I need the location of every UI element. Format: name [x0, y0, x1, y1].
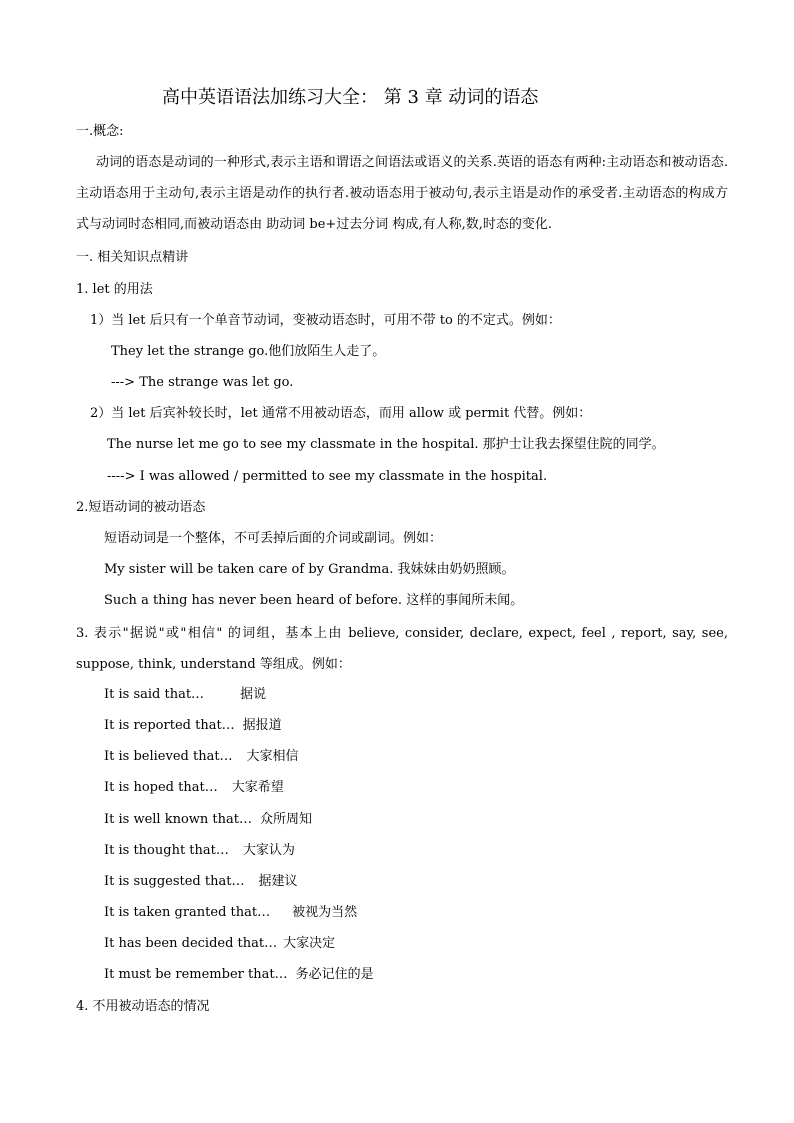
phrase-row — [104, 842, 295, 860]
item1-example1-passive: ---> The strange was let go. — [111, 375, 294, 390]
phrase-row — [104, 717, 282, 735]
phrase-row — [104, 935, 335, 953]
phrase-row — [104, 779, 284, 797]
phrase-row — [104, 686, 266, 704]
phrase-zh: 务必记住的是 — [295, 967, 374, 982]
item4-heading: 4. 不用被动语态的情况 — [76, 999, 210, 1014]
phrase-zh: 大家相信 — [246, 749, 299, 764]
item1-example2: The nurse let me go to see my classmate in the hospital. 那护士让我去探望住院的同学。 — [107, 437, 665, 452]
item2-example2: Such a thing has never been heard of before. 这样的事闻所未闻。 — [104, 593, 524, 608]
phrase-en: It is said that… — [104, 687, 205, 702]
item3-heading: 3. 表示"据说"或"相信" 的词组，基本上由 believe, consider, declare, expect, feel , report, say, see, suppose, think, understand 等组成。例如： — [76, 626, 728, 672]
phrase-row — [104, 966, 374, 984]
item1-example2-passive: ----> I was allowed / permitted to see my classmate in the hospital. — [107, 469, 548, 484]
phrase-en: It is thought that… — [104, 843, 229, 858]
phrase-zh: 据报道 — [242, 718, 282, 733]
phrase-zh: 众所周知 — [260, 812, 313, 827]
phrase-en: It has been decided that… — [104, 936, 278, 951]
phrase-en: It is taken granted that… — [104, 905, 271, 920]
concept-heading: 一.概念: — [76, 124, 124, 139]
phrase-zh: 据说 — [240, 687, 267, 702]
phrase-row — [104, 811, 312, 829]
phrase-zh: 大家认为 — [242, 843, 295, 858]
item2-point: 短语动词是一个整体，不可丢掉后面的介词或副词。例如： — [104, 531, 443, 546]
item1-heading: 1. let 的用法 — [76, 282, 153, 297]
phrase-en: It is hoped that… — [104, 780, 218, 795]
phrase-row — [104, 748, 299, 766]
phrase-en: It must be remember that… — [104, 967, 288, 982]
phrase-en: It is well known that… — [104, 812, 253, 827]
section-heading: 一. 相关知识点精讲 — [76, 250, 189, 265]
phrase-row — [104, 904, 357, 922]
phrase-zh: 据建议 — [258, 874, 298, 889]
item1-point1: 1）当 let 后只有一个单音节动词，变被动语态时，可用不带 to 的不定式。例如： — [90, 313, 561, 328]
phrase-zh: 被视为当然 — [292, 905, 358, 920]
item2-example1: My sister will be taken care of by Grandma. 我妹妹由奶奶照顾。 — [104, 562, 515, 577]
item1-example1: They let the strange go.他们放陌生人走了。 — [111, 344, 386, 359]
phrase-en: It is reported that… — [104, 718, 235, 733]
concept-paragraph: 动词的语态是动词的一种形式,表示主语和谓语之间语法或语义的关系.英语的语态有两种:主动语态和被动语态.主动语态用于主动句,表示主语是动作的执行者.被动语态用于被动句,表示主语是动作的承受者.主动语态的构成方式与动词时态相同,而被动语态由 助动词 be+过去分词 构成,有人称,数,时态的变化. — [76, 155, 728, 232]
phrase-row — [104, 873, 297, 891]
phrase-zh: 大家希望 — [231, 780, 284, 795]
phrase-zh: 大家决定 — [283, 936, 336, 951]
phrase-en: It is believed that… — [104, 749, 233, 764]
item2-heading: 2.短语动词的被动语态 — [76, 500, 206, 515]
phrase-en: It is suggested that… — [104, 874, 245, 889]
page-title: 高中英语语法加练习大全： 第 3 章 动词的语态 — [162, 87, 539, 108]
item1-point2: 2）当 let 后宾补较长时，let 通常不用被动语态，而用 allow 或 permit 代替。例如： — [90, 406, 592, 421]
